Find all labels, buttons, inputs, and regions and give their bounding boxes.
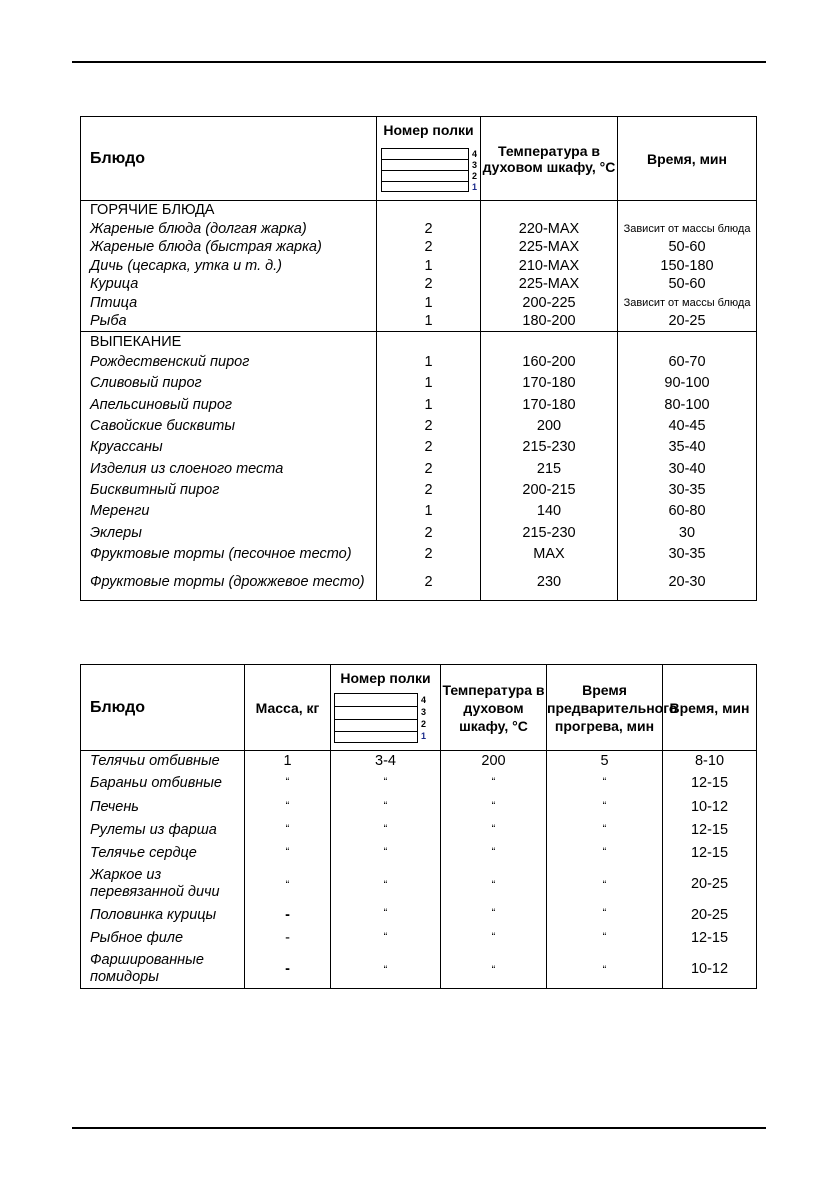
table-row: [81, 903, 757, 926]
temp-value: 180-200: [481, 312, 618, 331]
temp-value: 215-230: [481, 522, 618, 543]
shelf-value: 2: [377, 415, 481, 436]
temp-value: 170-180: [481, 373, 618, 394]
dish-name: Апельсиновый пирог: [81, 394, 377, 415]
temp-value: 200: [481, 415, 618, 436]
preheat-value: “: [547, 796, 663, 819]
col-header-time: Время, мин: [618, 117, 757, 201]
shelf-value: 2: [377, 275, 481, 294]
shelf-value: 2: [377, 220, 481, 239]
time-value: 90-100: [618, 373, 757, 394]
dish-name: Дичь (цесарка, утка и т. д.): [81, 257, 377, 276]
time-value: 20-30: [618, 564, 757, 601]
shelf-value: 2: [377, 522, 481, 543]
time-value: 35-40: [618, 437, 757, 458]
mass-value: -: [245, 950, 331, 989]
temp-value: 210-MAX: [481, 257, 618, 276]
dish-name: Сливовый пирог: [81, 373, 377, 394]
table-row: [81, 275, 757, 294]
col-header-preheat: Время предварительного прогрева, мин: [547, 665, 663, 751]
time-value: 12-15: [663, 772, 757, 795]
col-header-time: Время, мин: [663, 665, 757, 751]
shelf-value: 3-4: [331, 751, 441, 773]
preheat-value: “: [547, 865, 663, 903]
table-row: [81, 501, 757, 522]
dish-name: Курица: [81, 275, 377, 294]
temp-value: 220-MAX: [481, 220, 618, 239]
temp-value: 200: [441, 751, 547, 773]
section-row: [81, 201, 757, 220]
col-header-temp: Температура в духовом шкафу, °С: [481, 117, 618, 201]
table-row: [81, 373, 757, 394]
section-row: [81, 331, 757, 352]
table-row: [81, 220, 757, 239]
time-value: 30: [618, 522, 757, 543]
footer-rule: [72, 1127, 766, 1129]
shelf-value: 1: [377, 257, 481, 276]
mass-value: “: [245, 819, 331, 842]
table-row: [81, 257, 757, 276]
shelf-value: “: [331, 796, 441, 819]
dish-name: Рыба: [81, 312, 377, 331]
shelf-value: 2: [377, 564, 481, 601]
shelf-value: “: [331, 950, 441, 989]
table-row: [81, 312, 757, 331]
temp-value: 170-180: [481, 394, 618, 415]
table-row: [81, 394, 757, 415]
dish-name: Бисквитный пирог: [81, 479, 377, 500]
table-row: [81, 751, 757, 773]
time-value: 60-70: [618, 352, 757, 373]
table-row: [81, 842, 757, 865]
time-value: 40-45: [618, 415, 757, 436]
table-row: [81, 865, 757, 903]
dish-name: Телячьи отбивные: [81, 751, 245, 773]
temp-value: “: [441, 927, 547, 950]
dish-name: Жареные блюда (быстрая жарка): [81, 238, 377, 257]
temp-value: 225-MAX: [481, 275, 618, 294]
mass-value: “: [245, 796, 331, 819]
time-value: 30-35: [618, 543, 757, 564]
dish-name: Жаркое из перевязанной дичи: [81, 865, 245, 903]
col-header-dish: Блюдо: [81, 665, 245, 751]
preheat-value: “: [547, 903, 663, 926]
mass-value: -: [245, 927, 331, 950]
dish-name: Рождественский пирог: [81, 352, 377, 373]
table-row: [81, 294, 757, 313]
table-row: [81, 522, 757, 543]
temp-value: 200-225: [481, 294, 618, 313]
table-row: [81, 458, 757, 479]
time-value: 30-35: [618, 479, 757, 500]
section-title: ВЫПЕКАНИЕ: [81, 331, 377, 352]
preheat-value: “: [547, 950, 663, 989]
temp-value: 225-MAX: [481, 238, 618, 257]
time-value: Зависит от массы блюда: [618, 220, 757, 239]
table-row: [81, 415, 757, 436]
dish-name: Птица: [81, 294, 377, 313]
table-header-row: [81, 665, 757, 751]
dish-name: Жареные блюда (долгая жарка): [81, 220, 377, 239]
shelf-diagram: [381, 148, 469, 192]
temp-value: “: [441, 772, 547, 795]
temp-value: 200-215: [481, 479, 618, 500]
preheat-value: “: [547, 819, 663, 842]
table-row: [81, 796, 757, 819]
table-row: [81, 238, 757, 257]
time-value: 12-15: [663, 842, 757, 865]
col-header-temp: Температура в духовом шкафу, °С: [441, 665, 547, 751]
temp-value: “: [441, 903, 547, 926]
dish-name: Телячье сердце: [81, 842, 245, 865]
time-value: 10-12: [663, 796, 757, 819]
shelf-numbers: 4 3 2 1: [472, 148, 478, 192]
dish-name: Печень: [81, 796, 245, 819]
time-value: 60-80: [618, 501, 757, 522]
preheat-value: “: [547, 772, 663, 795]
temp-value: 215: [481, 458, 618, 479]
preheat-value: 5: [547, 751, 663, 773]
shelf-title: Номер полки: [340, 669, 431, 686]
shelf-value: 1: [377, 394, 481, 415]
dish-name: Рулеты из фарша: [81, 819, 245, 842]
cooking-table: [80, 116, 757, 601]
shelf-diagram: [334, 693, 418, 743]
time-value: 20-25: [663, 865, 757, 903]
shelf-value: 2: [377, 543, 481, 564]
shelf-value: 2: [377, 458, 481, 479]
dish-name: Фруктовые торты (песочное тесто): [81, 543, 377, 564]
shelf-value: 1: [377, 352, 481, 373]
time-value: 8-10: [663, 751, 757, 773]
table-header-row: [81, 117, 757, 201]
dish-name: Эклеры: [81, 522, 377, 543]
dish-name: Фаршированные помидоры: [81, 950, 245, 989]
mass-value: “: [245, 865, 331, 903]
mass-value: “: [245, 842, 331, 865]
shelf-value: “: [331, 819, 441, 842]
shelf-value: “: [331, 927, 441, 950]
temp-value: 140: [481, 501, 618, 522]
shelf-value: 2: [377, 437, 481, 458]
dish-name: Изделия из слоеного теста: [81, 458, 377, 479]
dish-name: Меренги: [81, 501, 377, 522]
temp-value: 215-230: [481, 437, 618, 458]
preheat-value: “: [547, 927, 663, 950]
dish-name: Фруктовые торты (дрожжевое тесто): [81, 564, 377, 601]
time-value: Зависит от массы блюда: [618, 294, 757, 313]
section-title: ГОРЯЧИЕ БЛЮДА: [81, 201, 377, 220]
dish-name: Савойские бисквиты: [81, 415, 377, 436]
col-header-mass: Масса, кг: [245, 665, 331, 751]
table-row: [81, 927, 757, 950]
time-value: 30-40: [618, 458, 757, 479]
shelf-value: 2: [377, 479, 481, 500]
time-value: 80-100: [618, 394, 757, 415]
shelf-numbers: 4 3 2 1: [421, 694, 427, 741]
shelf-value: 2: [377, 238, 481, 257]
temp-value: “: [441, 950, 547, 989]
time-value: 12-15: [663, 819, 757, 842]
temp-value: “: [441, 842, 547, 865]
shelf-value: 1: [377, 501, 481, 522]
shelf-value: 1: [377, 312, 481, 331]
table-row: [81, 819, 757, 842]
temp-value: “: [441, 796, 547, 819]
col-header-shelf: [331, 665, 441, 751]
temp-value: “: [441, 865, 547, 903]
table-row: [81, 352, 757, 373]
col-header-dish: Блюдо: [81, 117, 377, 201]
table-row: [81, 479, 757, 500]
col-header-shelf: [377, 117, 481, 201]
shelf-value: “: [331, 772, 441, 795]
header-rule: [72, 61, 766, 63]
time-value: 20-25: [663, 903, 757, 926]
time-value: 150-180: [618, 257, 757, 276]
dish-name: Круассаны: [81, 437, 377, 458]
mass-value: 1: [245, 751, 331, 773]
shelf-value: 1: [377, 373, 481, 394]
preheat-value: “: [547, 842, 663, 865]
dish-name: Рыбное филе: [81, 927, 245, 950]
temp-value: MAX: [481, 543, 618, 564]
shelf-value: “: [331, 842, 441, 865]
time-value: 50-60: [618, 238, 757, 257]
time-value: 50-60: [618, 275, 757, 294]
table-row: [81, 564, 757, 601]
time-value: 12-15: [663, 927, 757, 950]
temp-value: 160-200: [481, 352, 618, 373]
time-value: 20-25: [618, 312, 757, 331]
shelf-value: “: [331, 903, 441, 926]
shelf-value: “: [331, 865, 441, 903]
table-row: [81, 950, 757, 989]
time-value: 10-12: [663, 950, 757, 989]
temp-value: 230: [481, 564, 618, 601]
grill-table: [80, 664, 757, 989]
table-row: [81, 437, 757, 458]
mass-value: -: [245, 903, 331, 926]
dish-name: Половинка курицы: [81, 903, 245, 926]
shelf-value: 1: [377, 294, 481, 313]
shelf-title: Номер полки: [383, 121, 474, 138]
table-row: [81, 772, 757, 795]
dish-name: Бараньи отбивные: [81, 772, 245, 795]
temp-value: “: [441, 819, 547, 842]
table-row: [81, 543, 757, 564]
mass-value: “: [245, 772, 331, 795]
